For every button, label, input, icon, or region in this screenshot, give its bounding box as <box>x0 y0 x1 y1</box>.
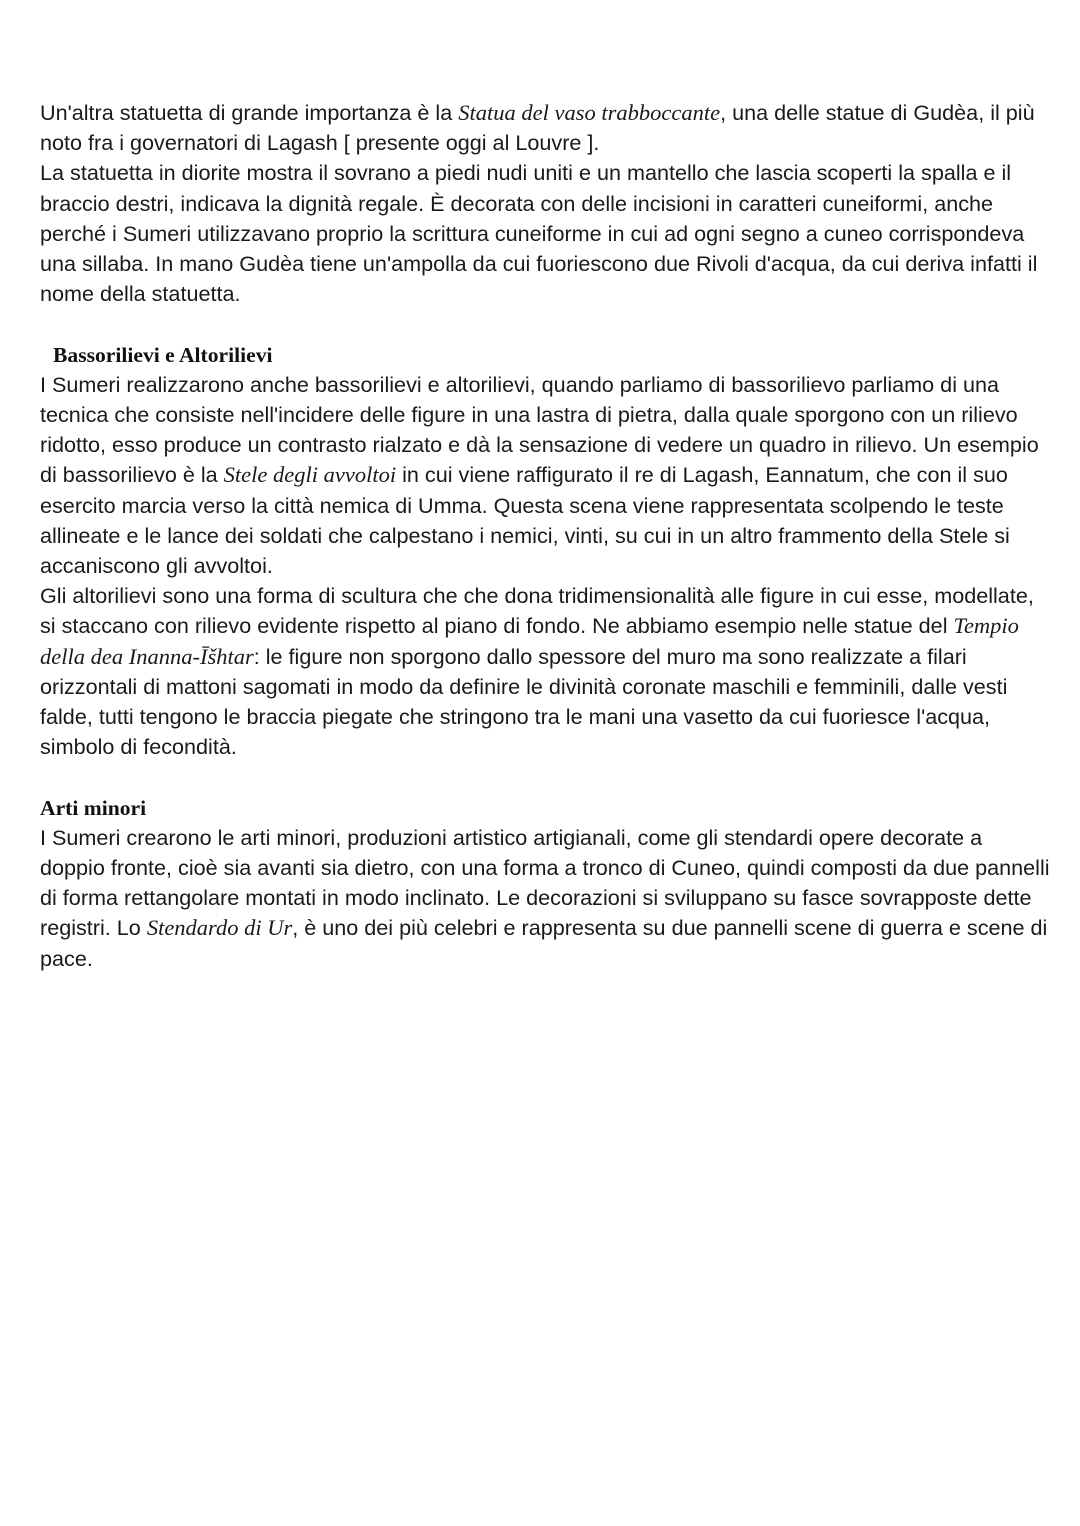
text-run: I Sumeri realizzarono anche bassorilievi e altorilievi, quando parliamo di bassorilievo parliamo di una tecnica che consiste nell'incidere delle figure in una lastra di pietra, dalla quale sporgono con un rilievo ridotto, esso produce un contrasto rialzato e dà la sensazione di vedere un quadro in rilievo. Un esempio di bassorilievo è la <box>40 371 1039 488</box>
artwork-title-stendardo: Stendardo di Ur <box>146 915 293 941</box>
text-run: , è uno dei più celebri e rappresenta su due pannelli scene di guerra e scene di pace. <box>40 915 1048 971</box>
artwork-title-stele: Stele degli avvoltoi <box>223 462 397 488</box>
paragraph-statua-description: La statuetta in diorite mostra il sovrano a piedi nudi uniti e un mantello che lascia scoperti la spalla e il braccio destri, indicava la dignità regale. È decorata con delle incisioni in caratteri cuneiformi, anche perché i Sumeri utilizzavano proprio la scrittura cuneiforme in cui ad ogni segno a cuneo corrispondeva una sillaba. In mano Gudèa tiene un'ampolla da cui fuoriescono due Rivoli d'acqua, da cui deriva infatti il nome della statuetta. <box>40 160 1038 307</box>
paragraph-arti-minori <box>40 823 1050 974</box>
text-run: in cui viene raffigurato il re di Lagash, Eannatum, che con il suo esercito marcia verso la città nemica di Umma. Questa scena viene rappresentata scolpendo le teste allineate e le lance dei soldati che calpestano i nemici, vinti, su cui in un altro frammento della Stele si accaniscono gli avvoltoi. <box>40 462 1010 579</box>
heading-bassorilievi: Bassorilievi e Altorilievi <box>53 342 273 367</box>
text-run: I Sumeri crearono le arti minori, produzioni artistico artigianali, come gli stendardi opere decorate a doppio fronte, cioè sia avanti sia dietro, con una forma a tronco di Cuneo, quindi composti da due pannelli di forma rettangolare montati in modo inclinato. Le decorazioni si sviluppano su fasce sovrapposte dette registri. Lo <box>40 824 1050 941</box>
paragraph-altorilievi <box>40 581 1050 762</box>
paragraph-statua-intro <box>40 98 1050 158</box>
text-run: Gli altorilievi sono una forma di scultura che che dona tridimensionalità alle figure in cui esse, modellate, si staccano con rilievo evidente rispetto al piano di fondo. Ne abbiamo esempio nelle statue del <box>40 583 1034 639</box>
heading-arti-minori: Arti minori <box>40 795 147 820</box>
text-run: , una delle statue di Gudèa, il più noto fra i governatori di Lagash [ presente oggi al Louvre ]. <box>40 100 1035 156</box>
artwork-title-tempio: Tempio della dea Inanna-Īšhtar <box>40 613 1019 669</box>
text-run: : le figure non sporgono dallo spessore del muro ma sono realizzate a filari orizzontali di mattoni sagomati in modo da definire le divinità coronate maschili e femminili, dalle vesti falde, tutti tengono le braccia piegate che stringono tra le mani una vasetto da cui fuoriesce l'acqua, simbolo di fecondità. <box>40 643 1008 760</box>
paragraph-spacer <box>40 309 1050 339</box>
text-run: Un'altra statuetta di grande importanza è la <box>40 100 459 125</box>
artwork-title-statua: Statua del vaso trabboccante <box>458 100 721 125</box>
paragraph-bassorilievi <box>40 370 1050 581</box>
document-page <box>40 98 1050 974</box>
paragraph-spacer <box>40 762 1050 792</box>
